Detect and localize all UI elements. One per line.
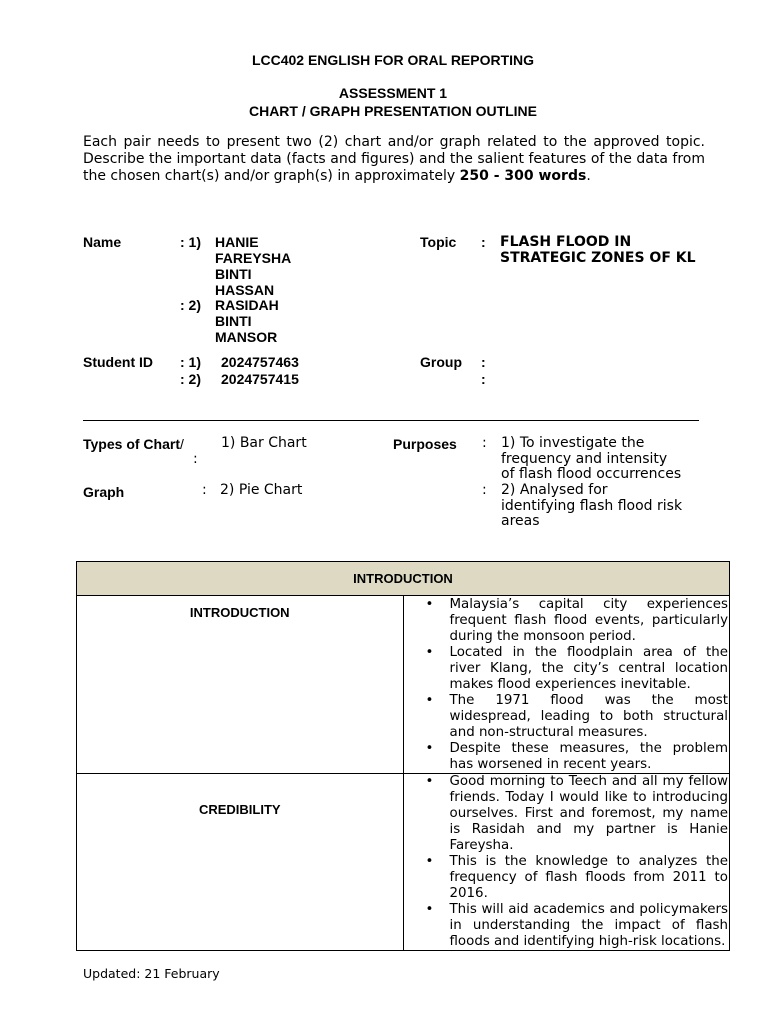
purpose-1-line: 1) To investigate the: [501, 435, 645, 451]
group-label: Group: [420, 354, 462, 370]
member-1-name-line: HASSAN: [215, 282, 275, 298]
outline-title: CHART / GRAPH PRESENTATION OUTLINE: [248, 103, 538, 119]
table-header-row: [77, 562, 730, 596]
purposes-colon-2: :: [482, 482, 487, 498]
member-1-name-line: FAREYSHA: [215, 250, 292, 266]
purposes-colon-1: :: [482, 435, 487, 451]
topic-line: FLASH FLOOD IN: [500, 234, 632, 250]
list-item: • This will aid academics and policymakers in understanding the impact of flash floods and identifying high-risk locations.: [404, 902, 730, 950]
list-item: • Despite these measures, the problem has worsened in recent years.: [404, 741, 730, 773]
student-id-1: 2024757463: [221, 354, 299, 370]
member-1-name-line: HANIE: [215, 234, 259, 250]
member-2-name: [215, 297, 279, 345]
table-header: INTRODUCTION: [77, 562, 730, 596]
outline-table: [76, 561, 730, 951]
member-2-name-line: RASIDAH: [215, 297, 279, 313]
types-colon: :: [193, 451, 198, 467]
course-title: LCC402 ENGLISH FOR ORAL REPORTING: [251, 52, 535, 68]
chart-type-2: 2) Pie Chart: [220, 482, 303, 498]
topic-colon: :: [481, 234, 486, 250]
instructions-text: Each pair needs to present two (2) chart and/or graph related to the approved topic. Describe the important data (facts and figures) and the salient features of the data from the chosen chart(s) and/or graph(s) in approximately: [83, 134, 705, 184]
credibility-bullets: [404, 774, 730, 950]
row-label-introduction: [77, 596, 404, 774]
introduction-bullets: [404, 596, 730, 773]
member-1-name: [215, 234, 291, 298]
list-item: • Good morning to Teech and all my fellow friends. Today I would like to introducing ourselves. First and foremost, my name is Rasidah and my partner is Hanie Fareysha.: [404, 774, 730, 854]
row-label-credibility: [77, 774, 404, 951]
table-row: [77, 774, 730, 951]
list-item: • Malaysia’s capital city experiences frequent flash flood events, particularly during the monsoon period.: [404, 597, 730, 645]
list-item: • Located in the floodplain area of the river Klang, the city’s central location makes flood experiences inevitable.: [404, 645, 730, 693]
topic-value: [500, 234, 696, 266]
types-slash: /: [179, 436, 184, 452]
purpose-2-line: identifying flash flood risk: [501, 497, 683, 514]
purposes-label: Purposes: [393, 436, 457, 452]
student-id-1-prefix: : 1): [180, 354, 201, 370]
member-2-name-line: MANSOR: [215, 329, 278, 345]
group-colon-2: :: [481, 371, 486, 387]
topic-label: Topic: [420, 234, 457, 250]
chart-type-1: 1) Bar Chart: [221, 435, 307, 451]
assessment-title: ASSESSMENT 1: [338, 85, 448, 101]
name-label: Name: [83, 234, 122, 250]
group-colon-1: :: [481, 354, 486, 370]
row-label-text: CREDIBILITY: [198, 802, 281, 817]
purpose-1-line: frequency and intensity: [501, 450, 668, 467]
purpose-2-line: areas: [501, 513, 540, 529]
purpose-1: [501, 436, 681, 483]
graph-label: Graph: [83, 484, 125, 500]
member-1-name-line: BINTI: [215, 266, 252, 282]
student-id-2: 2024757415: [221, 371, 299, 387]
purpose-2: [501, 483, 682, 530]
name-colon-1: : 1): [180, 234, 201, 250]
list-item: • This is the knowledge to analyzes the frequency of flash floods from 2011 to 2016.: [404, 854, 730, 902]
purpose-1-line: of flash flood occurrences: [501, 466, 682, 482]
types-label-text: Types of Chart: [83, 436, 180, 452]
types-of-chart-label: [83, 436, 184, 452]
row-content-introduction: [403, 596, 730, 774]
row-label-text: INTRODUCTION: [189, 605, 290, 620]
word-range: 250 - 300 words: [459, 168, 587, 184]
student-id-label: Student ID: [83, 354, 153, 370]
purpose-2-line: 2) Analysed for: [501, 482, 608, 498]
footer-updated: Updated: 21 February: [83, 966, 220, 981]
row-content-credibility: [403, 774, 730, 951]
student-id-2-prefix: : 2): [180, 371, 201, 387]
topic-line: STRATEGIC ZONES OF KL: [500, 250, 696, 266]
section-divider: [83, 420, 699, 421]
graph-colon: :: [202, 482, 207, 498]
instructions-paragraph: [83, 134, 705, 185]
member-2-name-line: BINTI: [215, 313, 252, 329]
name-colon-2: : 2): [180, 297, 201, 313]
list-item: • The 1971 flood was the most widespread, leading to both structural and non-structural measures.: [404, 693, 730, 741]
table-row: [77, 596, 730, 774]
instructions-end: .: [586, 168, 591, 184]
